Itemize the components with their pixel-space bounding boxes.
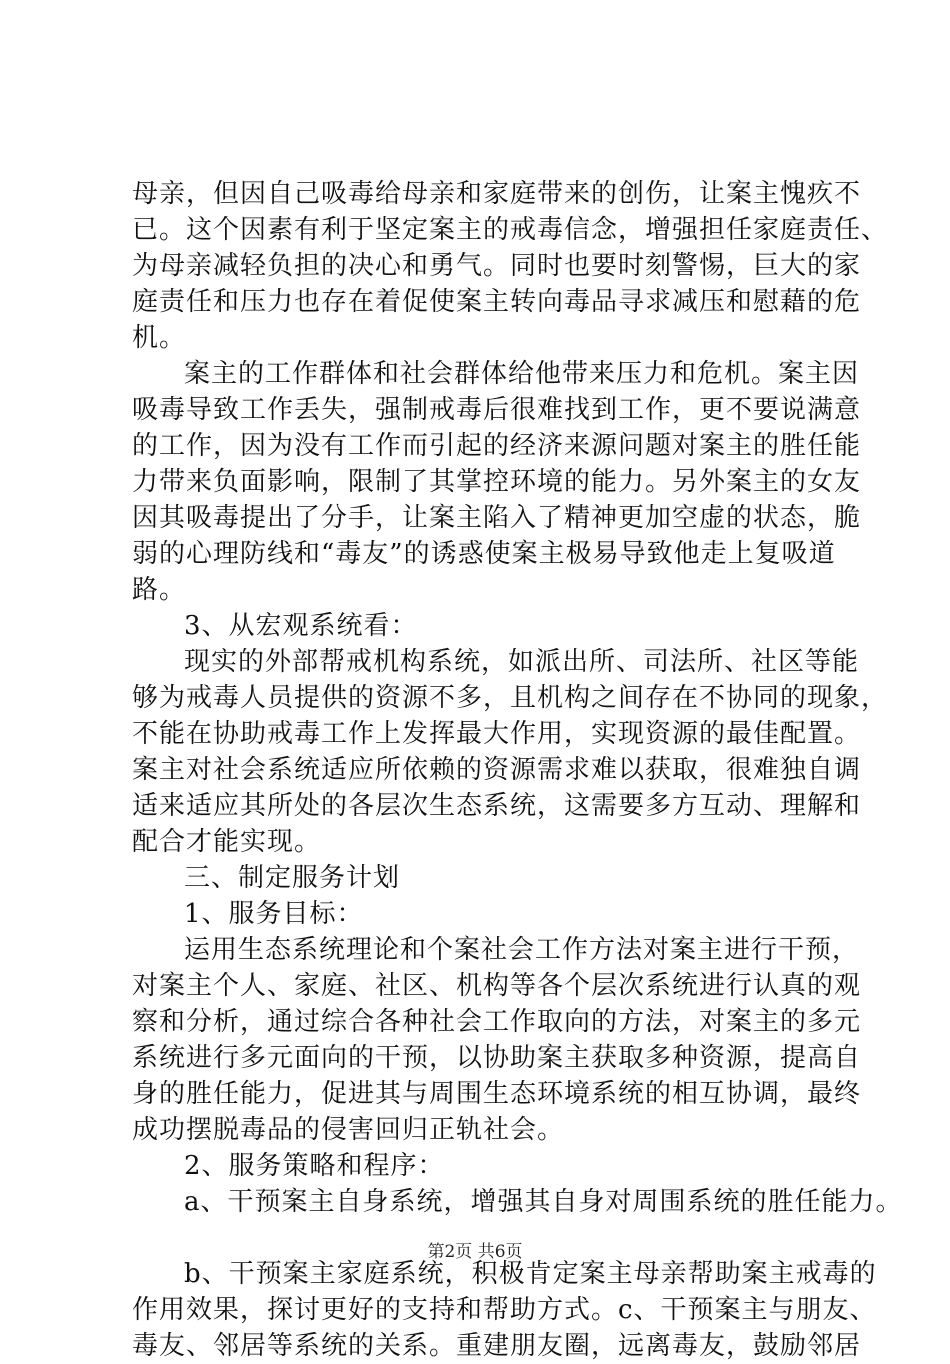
list-item: b、干预案主家庭系统，积极肯定案主母亲帮助案主戒毒的 [184, 1259, 877, 1289]
body-text-line: 察和分析，通过综合各种社会工作取向的方法，对案主的多元 [132, 1007, 862, 1037]
paragraph-start-line: 案主的工作群体和社会群体给他带来压力和危机。案主因 [184, 359, 860, 389]
body-text-line: 弱的心理防线和“毒友”的诱惑使案主极易导致他走上复吸道 [132, 539, 836, 569]
body-text-line: 不能在协助戒毒工作上发挥最大作用，实现资源的最佳配置。 [132, 719, 862, 749]
body-text-line: 适来适应其所处的各层次生态系统，这需要多方互动、理解和 [132, 791, 862, 821]
paragraph-start-line: 现实的外部帮戒机构系统，如派出所、司法所、社区等能 [184, 647, 860, 677]
section-heading: 2、服务策略和程序： [184, 1151, 445, 1181]
document-body [132, 176, 903, 1364]
body-text-line: 系统进行多元面向的干预，以协助案主获取多种资源，提高自 [132, 1043, 862, 1073]
section-heading: 1、服务目标： [184, 899, 364, 929]
body-text-line: 庭责任和压力也存在着促使案主转向毒品寻求减压和慰藉的危 [132, 287, 862, 317]
body-text-line: 力带来负面影响，限制了其掌控环境的能力。另外案主的女友 [132, 467, 862, 497]
body-text-line: 已。这个因素有利于坚定案主的戒毒信念，增强担任家庭责任、 [132, 215, 889, 245]
body-text-line: 成功摆脱毒品的侵害回归正轨社会。 [132, 1115, 565, 1145]
body-text-line: 因其吸毒提出了分手，让案主陷入了精神更加空虚的状态，脆 [132, 503, 862, 533]
paragraph-start-line: 运用生态系统理论和个案社会工作方法对案主进行干预， [184, 935, 860, 965]
list-item: a、干预案主自身系统，增强其自身对周围系统的胜任能力。 [184, 1187, 903, 1217]
body-text-line: 路。 [132, 575, 187, 605]
body-text-line: 机。 [132, 323, 187, 353]
body-text-line: 对案主个人、家庭、社区、机构等各个层次系统进行认真的观 [132, 971, 862, 1001]
body-text-line: 身的胜任能力，促进其与周围生态环境系统的相互协调，最终 [132, 1079, 862, 1109]
body-text-line: 配合才能实现。 [132, 827, 322, 857]
body-text-line: 案主对社会系统适应所依赖的资源需求难以获取，很难独自调 [132, 755, 862, 785]
section-heading: 3、从宏观系统看： [184, 611, 418, 641]
body-text-line: 毒友、邻居等系统的关系。重建朋友圈，远离毒友，鼓励邻居 [132, 1331, 862, 1361]
body-text-line: 母亲，但因自己吸毒给母亲和家庭带来的创伤，让案主愧疚不 [132, 179, 862, 209]
body-text-line: 吸毒导致工作丢失，强制戒毒后很难找到工作，更不要说满意 [132, 395, 862, 425]
body-text-line: 为母亲减轻负担的决心和勇气。同时也要时刻警惕，巨大的家 [132, 251, 862, 281]
body-text-line: 的工作，因为没有工作而引起的经济来源问题对案主的胜任能 [132, 431, 862, 461]
body-text-line: 够为戒毒人员提供的资源不多，且机构之间存在不协同的现象， [132, 683, 889, 713]
section-heading: 三、制定服务计划 [184, 863, 401, 893]
body-text-line: 作用效果，探讨更好的支持和帮助方式。c、干预案主与朋友、 [132, 1295, 877, 1325]
page-number-footer: 第2页 共6页 [427, 1242, 523, 1262]
